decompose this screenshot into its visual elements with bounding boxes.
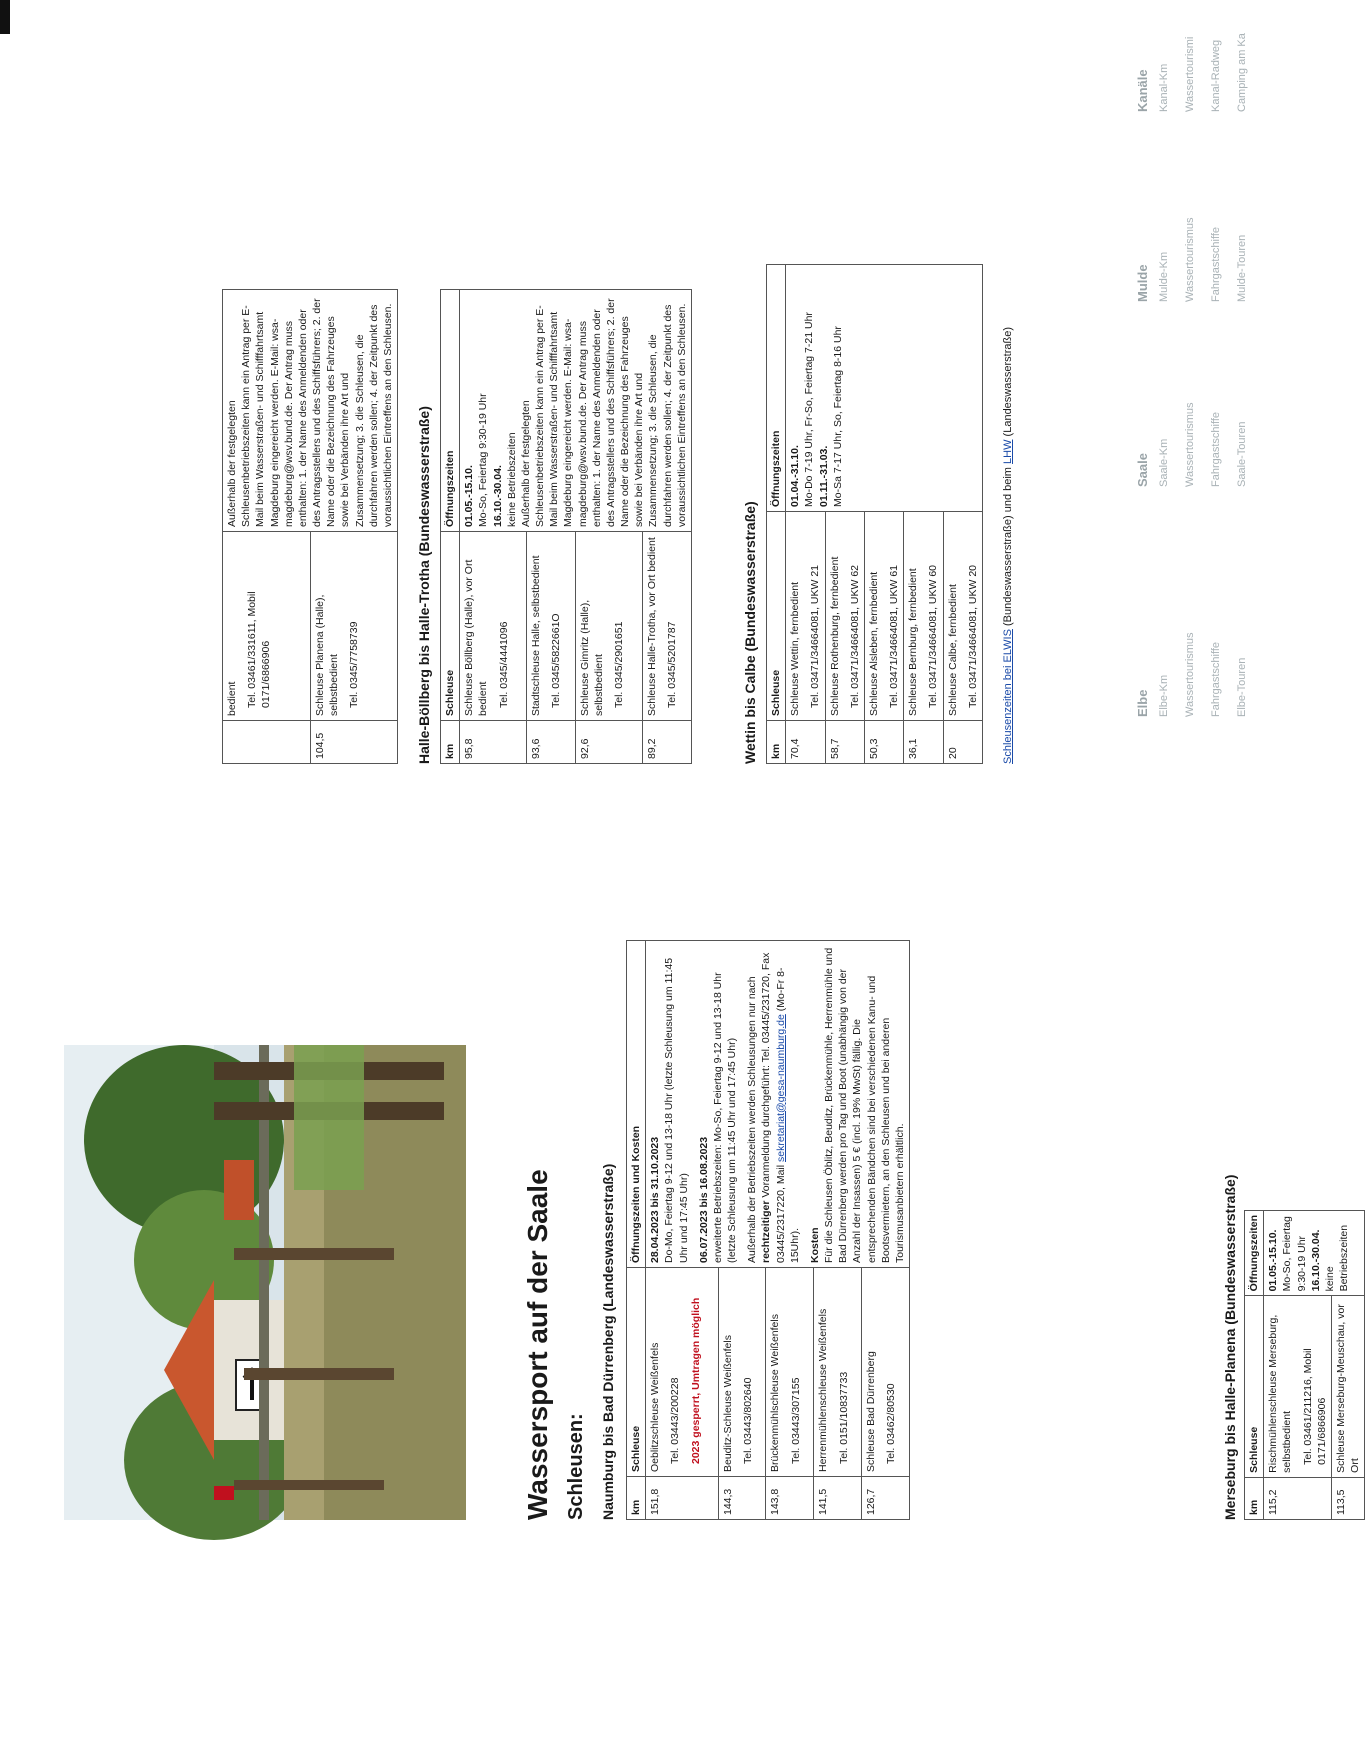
nav-link[interactable]: Kanal-Radweg <box>1210 39 1222 112</box>
col-schleuse: Schleuse <box>627 1268 646 1477</box>
nav-heading: Elbe <box>1135 689 1150 717</box>
nav-column-kanaele <box>1135 33 1262 112</box>
lock-tel: Tel. 0345/4441096 <box>497 621 510 708</box>
lock-tel: Tel. 0345/5822661O <box>550 613 563 708</box>
col-oh: Öffnungszeiten <box>1245 1211 1264 1296</box>
lock-cell <box>526 532 575 721</box>
section-naumburg-heading: Naumburg bis Bad Dürrenberg (Landeswasserstraße) <box>600 1163 616 1520</box>
km-cell: 104,5 <box>310 721 398 764</box>
table-wettin <box>766 264 983 764</box>
lock-tel: Tel. 03471/34664081, UKW 60 <box>927 564 940 708</box>
km-cell: 92,6 <box>576 721 643 764</box>
col-oh: Öffnungszeiten <box>767 265 786 512</box>
table-merseburg-continued <box>222 289 398 764</box>
km-cell: 36,1 <box>904 721 943 764</box>
lock-tel: Tel. 0345/2901651 <box>613 621 626 708</box>
table-naumburg <box>626 940 910 1520</box>
lock-tel: Tel. 03471/34664081, UKW 21 <box>809 564 822 708</box>
nav-column-elbe <box>1135 632 1262 717</box>
nav-link[interactable]: Camping am Ka <box>1236 33 1248 112</box>
table-row <box>1264 1211 1332 1520</box>
lock-tel: Tel. 03461/331611, Mobil 0171/6866906 <box>246 591 273 708</box>
lock-cell <box>310 532 398 721</box>
section-wettin-heading: Wettin bis Calbe (Bundeswasserstraße) <box>742 501 758 764</box>
km-cell: 20 <box>943 721 982 764</box>
costs-head: Kosten <box>808 1227 821 1263</box>
km-cell: 141,5 <box>814 1477 862 1520</box>
nav-heading: Kanäle <box>1135 69 1150 112</box>
lock-tel: Tel. 03471/34664081, UKW 20 <box>966 564 979 708</box>
oh-period-text: erweiterte Betriebszeiten: Mo-So, Feiertag 9-12 und 13-18 Uhr (letzte Schleusung um 11:45 Uhr und 17:45 Uhr) <box>711 972 739 1263</box>
table-row <box>223 290 311 764</box>
lock-name: Schleuse Wettin, fernbedient <box>789 581 802 716</box>
lock-cell <box>862 1268 910 1477</box>
oh-period-text: Do-Mo, Feiertag 9-12 und 13-18 Uhr (letzte Schleusung um 11:45 Uhr und 17:45 Uhr) <box>663 957 690 1263</box>
lock-tel: Tel. 03471/34664081, UKW 61 <box>888 564 901 708</box>
nav-link[interactable]: Mulde-Touren <box>1236 234 1248 302</box>
lock-name: Schleuse Rothenburg, fernbedient <box>828 556 841 716</box>
col-km: km <box>1245 1477 1264 1519</box>
elwis-link[interactable]: Schleusenzeiten bei ELWIS <box>1002 629 1014 764</box>
saale-lock-photo <box>64 1045 466 1520</box>
lhw-link[interactable]: LHW <box>1002 439 1014 464</box>
elwis-note: Schleusenzeiten bei ELWIS (Bundeswasserstraße) und beim LHW (Landeswasserstraße) <box>1002 327 1014 764</box>
lock-cell <box>576 532 643 721</box>
lock-name: Herrenmühlenschleuse Weißenfels <box>817 1308 830 1472</box>
col-schleuse: Schleuse <box>767 512 786 721</box>
lock-cell <box>943 512 982 721</box>
km-cell: 50,3 <box>864 721 903 764</box>
nav-link[interactable]: Fahrgastschiffe <box>1210 411 1222 487</box>
km-cell: 95,8 <box>460 721 527 764</box>
oh-cell <box>646 941 910 1268</box>
photo-illustration <box>64 1045 466 1520</box>
lock-tel: Tel. 03443/802640 <box>741 1377 754 1464</box>
km-cell: 151,8 <box>646 1477 718 1520</box>
km-cell: 115,2 <box>1264 1477 1332 1519</box>
col-oh: Öffnungszeiten und Kosten <box>627 941 646 1268</box>
nav-link[interactable]: Fahrgastschiffe <box>1210 226 1222 302</box>
table-merseburg <box>1244 1210 1365 1520</box>
lock-cell <box>766 1268 814 1477</box>
lock-name: Oeblitzschleuse Weißenfels <box>649 1342 662 1472</box>
nav-link[interactable]: Saale-Touren <box>1236 421 1248 487</box>
nav-column-saale <box>1135 402 1262 487</box>
nav-link[interactable]: Elbe-Touren <box>1236 657 1248 717</box>
table-row <box>786 265 825 764</box>
col-oh: Öffnungszeiten <box>441 290 460 532</box>
lock-cell <box>1264 1296 1332 1477</box>
km-cell: 58,7 <box>825 721 864 764</box>
section-merseburg-heading: Merseburg bis Halle-Planena (Bundeswasserstraße) <box>1222 1174 1238 1520</box>
lock-cell <box>825 512 864 721</box>
lock-name: Schleuse Planena (Halle), selbstbedient <box>313 594 340 716</box>
km-cell: 126,7 <box>862 1477 910 1520</box>
km-cell: 70,4 <box>786 721 825 764</box>
lock-name: Schleuse Bad Dürrenberg <box>865 1351 878 1472</box>
km-cell: 89,2 <box>642 721 691 764</box>
col-km: km <box>627 1477 646 1520</box>
lock-tel: Tel. 03471/34664081, UKW 62 <box>848 564 861 708</box>
table-row <box>646 941 718 1520</box>
nav-link[interactable]: Wassertourismus <box>1184 217 1196 302</box>
page-title: Wassersport auf der Saale <box>522 1169 553 1520</box>
nav-link[interactable]: Fahrgastschiffe <box>1210 641 1222 717</box>
lock-tel: Tel. 03443/200228 <box>669 1377 682 1464</box>
nav-link[interactable]: Kanal-Km <box>1158 63 1170 112</box>
lock-name: Stadtschleuse Halle, selbstbedient <box>529 555 542 716</box>
nav-link[interactable]: Mulde-Km <box>1158 251 1170 302</box>
km-cell: 144,3 <box>718 1477 766 1520</box>
lock-warning: 2023 gesperrt, Umtragen möglich <box>689 1297 702 1464</box>
lock-name: Schleuse Böllberg (Halle), vor Ort bedient <box>463 559 490 716</box>
lock-cell <box>642 532 691 721</box>
lock-tel: Tel. 0151/10837733 <box>837 1371 850 1464</box>
km-cell <box>223 721 311 764</box>
lock-name: Schleuse Calbe, fernbedient <box>946 584 959 716</box>
lock-name: bedient <box>226 681 238 716</box>
nav-link[interactable]: Wassertourismus <box>1184 632 1196 717</box>
lock-name: Brückenmühlschleuse Weißenfels <box>769 1314 782 1472</box>
page-subtitle: Schleusen: <box>565 1413 587 1520</box>
lock-name: Schleuse Gimritz (Halle), selbstbedient <box>579 599 606 716</box>
oh-cell: 01.05.-15.10. Mo-So, Feiertag 9:30-19 Uhr 16.10.-30.04. keine Betriebszeiten Außerhalb der festgelegten Schleusenbetriebszeiten kann ein Antrag per E-Mail beim Wasserstraßen- und Schifffahrtsamt Magdeburg eingereicht werden. E-Mail: wsa-magdeburg@wsv.bund.de. Der Antrag muss enthalten: 1. der Name des Anmeldenden oder des Antragsstellers und des Schiffsführers; 2. der Name oder die Bezeichnung des Fahrzeuges sowie bei Verbänden ihre Art und Zusammensetzung; 3. die Schleusen, die durchfahren werden sollen; 4. der Zeitpunkt des voraussichtlichen Eintreffens an den Schleusen. <box>460 290 692 532</box>
lock-cell <box>646 1268 718 1477</box>
lock-name: Schleuse Alsleben, fernbedient <box>867 571 880 716</box>
scan-corner-mark <box>0 0 10 34</box>
lock-cell <box>864 512 903 721</box>
lock-cell <box>718 1268 766 1477</box>
nav-link[interactable]: Saale-Km <box>1158 438 1170 487</box>
section-halle-heading: Halle-Böllberg bis Halle-Trotha (Bundeswasserstraße) <box>416 406 432 764</box>
lock-name: Rischmühlenschleuse Merseburg, selbstbedient <box>1267 1314 1294 1473</box>
lock-cell <box>786 512 825 721</box>
lock-name: Beuditz-Schleuse Weißenfels <box>721 1335 734 1472</box>
km-cell: 93,6 <box>526 721 575 764</box>
costs-text: Für die Schleusen Öblitz, Beuditz, Brückenmühle, Herrenmühle und Bad Dürrenberg werden pro Tag und Boot (unabhängig von der Anzahl der Insassen) 5 € (incl. 19% MwSt) fällig. Die entsprechenden Bändchen sind bei verschiedenen Kanu- und Bootsvermietern, an den Schleusen und bei anderen Tourismusanbietern erhältlich. <box>823 947 906 1263</box>
col-schleuse: Schleuse <box>441 532 460 721</box>
nav-link[interactable]: Wassertourismi <box>1184 36 1196 112</box>
col-km: km <box>767 721 786 764</box>
lock-name: Schleuse Halle-Trotha, vor Ort bedient <box>645 537 658 716</box>
email-link[interactable]: sekretariat@gesa-naumburg.de <box>774 1014 787 1162</box>
lock-tel: Tel. 0345/5201787 <box>665 621 678 708</box>
oh-period-head: 28.04.2023 bis 31.10.2023 <box>649 1136 662 1263</box>
lock-tel: Tel. 03443/307155 <box>789 1377 802 1464</box>
oh-outside-hours: Außerhalb der Betriebszeiten werden Schleusungen nur nach rechtzeitiger Voranmeldung durchgeführt: Tel. 03445/231720, Fax 03445/2317220, Mail sekretariat@gesa-naumburg.de (Mo-Fr 8-15Uhr). <box>746 952 801 1263</box>
nav-column-mulde <box>1135 217 1262 302</box>
lock-name: Schleuse Bernburg, fernbedient <box>907 568 920 716</box>
km-cell: 143,8 <box>766 1477 814 1520</box>
lock-tel: Tel. 03462/80530 <box>885 1383 898 1464</box>
table-row <box>460 290 527 764</box>
lock-cell: Schleuse Merseburg-Meuschau, vor Ort <box>1331 1296 1364 1477</box>
table-halle <box>440 289 692 764</box>
oh-cell: Außerhalb der festgelegten Schleusenbetriebszeiten kann ein Antrag per E-Mail beim Wasserstraßen- und Schifffahrtsamt Magdeburg eingereicht werden. E-Mail: wsa-magdeburg@wsv.bund.de. Der Antrag muss enthalten: 1. der Name des Anmeldenden oder des Antragsstellers und des Schiffsführers; 2. der Name oder die Bezeichnung des Fahrzeuges sowie bei Verbänden ihre Art und Zusammensetzung; 3. die Schleusen, die durchfahren werden sollen; 4. der Zeitpunkt des voraussichtlichen Eintreffens an den Schleusen. <box>223 290 398 532</box>
lock-cell <box>223 532 311 721</box>
km-cell: 113,5 <box>1331 1477 1364 1519</box>
lock-cell <box>814 1268 862 1477</box>
nav-heading: Mulde <box>1135 264 1150 302</box>
nav-link[interactable]: Wassertourismus <box>1184 402 1196 487</box>
nav-link[interactable]: Elbe-Km <box>1158 674 1170 717</box>
col-schleuse: Schleuse <box>1245 1296 1264 1477</box>
lock-cell <box>904 512 943 721</box>
oh-cell: 01.05.-15.10. Mo-So, Feiertag 9:30-19 Uhr 16.10.-30.04. keine Betriebszeiten <box>1264 1211 1365 1296</box>
lock-cell <box>460 532 527 721</box>
col-km: km <box>441 721 460 764</box>
nav-heading: Saale <box>1135 453 1150 487</box>
lock-tel: Tel. 0345/7758739 <box>347 621 360 708</box>
oh-period-head: 06.07.2023 bis 16.08.2023 <box>697 1136 710 1263</box>
lock-tel: Tel. 03461/211216, Mobil 0171/6866906 <box>1301 1348 1328 1465</box>
oh-cell: 01.04.-31.10. Mo-Do 7-19 Uhr, Fr-So, Feiertag 7-21 Uhr 01.11.-31.03. Mo-Sa 7-17 Uhr, So, Feiertag 8-16 Uhr <box>786 265 983 512</box>
